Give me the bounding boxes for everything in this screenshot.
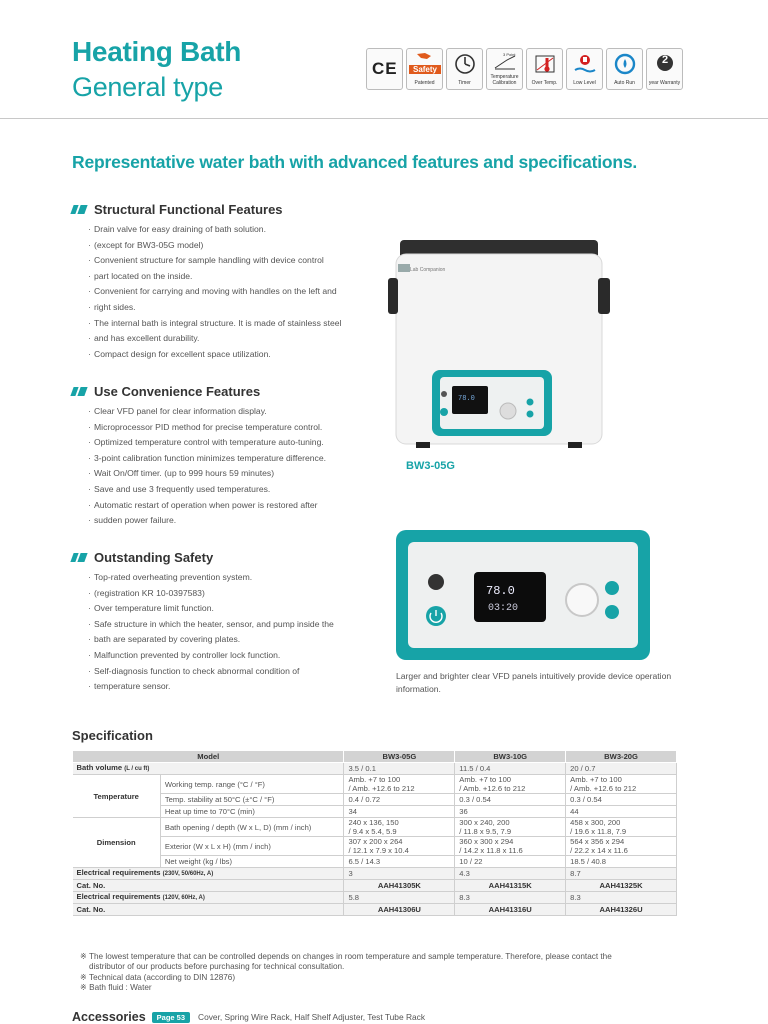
list-item: · Drain valve for easy draining of bath solution. — [88, 222, 372, 238]
header-divider — [0, 118, 768, 119]
display-temp: 78.0 — [486, 584, 515, 598]
table-row: Net weight (kg / lbs) 6.5 / 14.3 10 / 22 18.5 / 40.8 — [73, 856, 677, 868]
table-row: Bath volume (L / cu ft) 3.5 / 0.1 11.5 / 0.4 20 / 0.7 — [73, 763, 677, 775]
svg-text:78.0: 78.0 — [458, 395, 475, 403]
list-item: · Top-rated overheating prevention system. — [88, 570, 372, 586]
panel-caption: Larger and brighter clear VFD panels intuitively provide device operation information. — [396, 671, 672, 694]
outstanding-safety-section — [72, 550, 372, 695]
section-marker-icon — [70, 205, 87, 214]
section-marker-icon — [70, 553, 87, 562]
page-reference-link[interactable]: Page 53 — [152, 1012, 190, 1023]
list-item: · (except for BW3-05G model) — [88, 238, 372, 254]
list-item: · Save and use 3 frequently used temperatures. — [88, 482, 372, 498]
table-row: Temp. stability at 50°C (±°C / °F) 0.4 / 0.72 0.3 / 0.54 0.3 / 0.54 — [73, 794, 677, 806]
low-level-icon: Low Level — [566, 48, 603, 90]
accessories-list: Cover, Spring Wire Rack, Half Shelf Adjuster, Test Tube Rack — [198, 1012, 426, 1022]
list-item: · sudden power failure. — [88, 513, 372, 529]
temperature-calibration-icon: 3 Point Temperature Calibration — [486, 48, 523, 90]
section-title: Structural Functional Features — [94, 202, 283, 217]
section-title: Outstanding Safety — [94, 550, 214, 565]
list-item: · 3-point calibration function minimizes temperature difference. — [88, 451, 372, 467]
table-row: Heat up time to 70°C (min) 34 36 44 — [73, 806, 677, 818]
table-row: Cat. No. AAH41306U AAH41316U AAH41326U — [73, 904, 677, 916]
list-item: · Malfunction prevented by controller lock function. — [88, 648, 372, 664]
spec-title: Specification — [72, 728, 153, 743]
list-item: · Convenient structure for sample handling with device control — [88, 253, 372, 269]
list-item: · Automatic restart of operation when power is restored after — [88, 498, 372, 514]
convenience-features-section — [72, 384, 372, 529]
accessories-title: Accessories — [72, 1010, 146, 1024]
brand-label: Lab Companion — [410, 267, 446, 273]
safety-text: Safety — [409, 65, 441, 74]
list-item: · Safe structure in which the heater, sensor, and pump inside the — [88, 617, 372, 633]
footnotes: ※ The lowest temperature that can be controlled depends on changes in room temperature and sample temperature. Therefore, please contact the distributor of our products before purchasing for technical consultation. ※ Technical data (according to DIN 12876) ※ Bath fluid : Water — [80, 952, 612, 992]
water-bath-photo — [380, 234, 630, 454]
list-item: · Convenient for carrying and moving with handles on the left and — [88, 284, 372, 300]
list-item: · (registration KR 10-0397583) — [88, 586, 372, 602]
list-item: · Compact design for excellent space utilization. — [88, 347, 372, 363]
timer-icon: Timer — [446, 48, 483, 90]
over-temp-icon: Over Temp. — [526, 48, 563, 90]
model-caption: BW3-05G — [406, 460, 455, 472]
display-timer: 03:20 — [488, 603, 519, 614]
section-title: Use Convenience Features — [94, 384, 261, 399]
page-subtitle: General type — [72, 72, 223, 102]
safety-patented-icon: Safety Patented — [406, 48, 443, 90]
table-row: Electrical requirements (230V, 50/60Hz, A) 3 4.3 8.7 — [73, 868, 677, 880]
list-item: · Over temperature limit function. — [88, 601, 372, 617]
list-item: · temperature sensor. — [88, 679, 372, 695]
structural-features-section — [72, 202, 372, 362]
section-marker-icon — [70, 387, 87, 396]
table-header-row: Model BW3-05G BW3-10G BW3-20G — [73, 751, 677, 763]
list-item: · and has excellent durability. — [88, 331, 372, 347]
list-item: · Self-diagnosis function to check abnormal condition of — [88, 664, 372, 680]
list-item: · Clear VFD panel for clear information display. — [88, 404, 372, 420]
feature-badges — [366, 48, 683, 90]
page-title: Heating Bath — [72, 36, 242, 67]
table-row: Dimension Bath opening / depth (W x L, D) (mm / inch) 240 x 136, 150 / 9.4 x 5.4, 5.9 300 x 240, 200 / 11.8 x 9.5, 7.9 458 x 300, 200 / 19.6 x 11.8, 7.9 — [73, 818, 677, 837]
table-row: Temperature Working temp. range (°C / °F) Amb. +7 to 100 / Amb. +12.6 to 212 Amb. +7 to 100 / Amb. +12.6 to 212 Amb. +7 to 100 / Amb. +12.6 to 212 — [73, 775, 677, 794]
list-item: · Microprocessor PID method for precise temperature control. — [88, 420, 372, 436]
list-item: · bath are separated by covering plates. — [88, 632, 372, 648]
table-row: Electrical requirements (120V, 60Hz, A) 5.8 8.3 8.3 — [73, 892, 677, 904]
spec-table — [72, 750, 677, 916]
table-row: Cat. No. AAH41305K AAH41315K AAH41325K — [73, 880, 677, 892]
list-item: · Optimized temperature control with temperature auto-tuning. — [88, 435, 372, 451]
auto-run-icon: Auto Run — [606, 48, 643, 90]
ce-mark-icon: CE — [366, 48, 403, 90]
list-item: · Wait On/Off timer. (up to 999 hours 59 minutes) — [88, 466, 372, 482]
table-row: Exterior (W x L x H) (mm / inch) 307 x 200 x 264 / 12.1 x 7.9 x 10.4 360 x 300 x 294 / 14.2 x 11.8 x 11.6 564 x 356 x 294 / 22.2 x 14 x 11.6 — [73, 837, 677, 856]
list-item: · The internal bath is integral structure. It is made of stainless steel — [88, 316, 372, 332]
accessories-line — [72, 1010, 425, 1024]
warranty-icon: 2 year Warranty — [646, 48, 683, 90]
headline: Representative water bath with advanced features and specifications. — [72, 152, 638, 172]
control-panel-photo — [396, 530, 650, 660]
list-item: · right sides. — [88, 300, 372, 316]
list-item: · part located on the inside. — [88, 269, 372, 285]
